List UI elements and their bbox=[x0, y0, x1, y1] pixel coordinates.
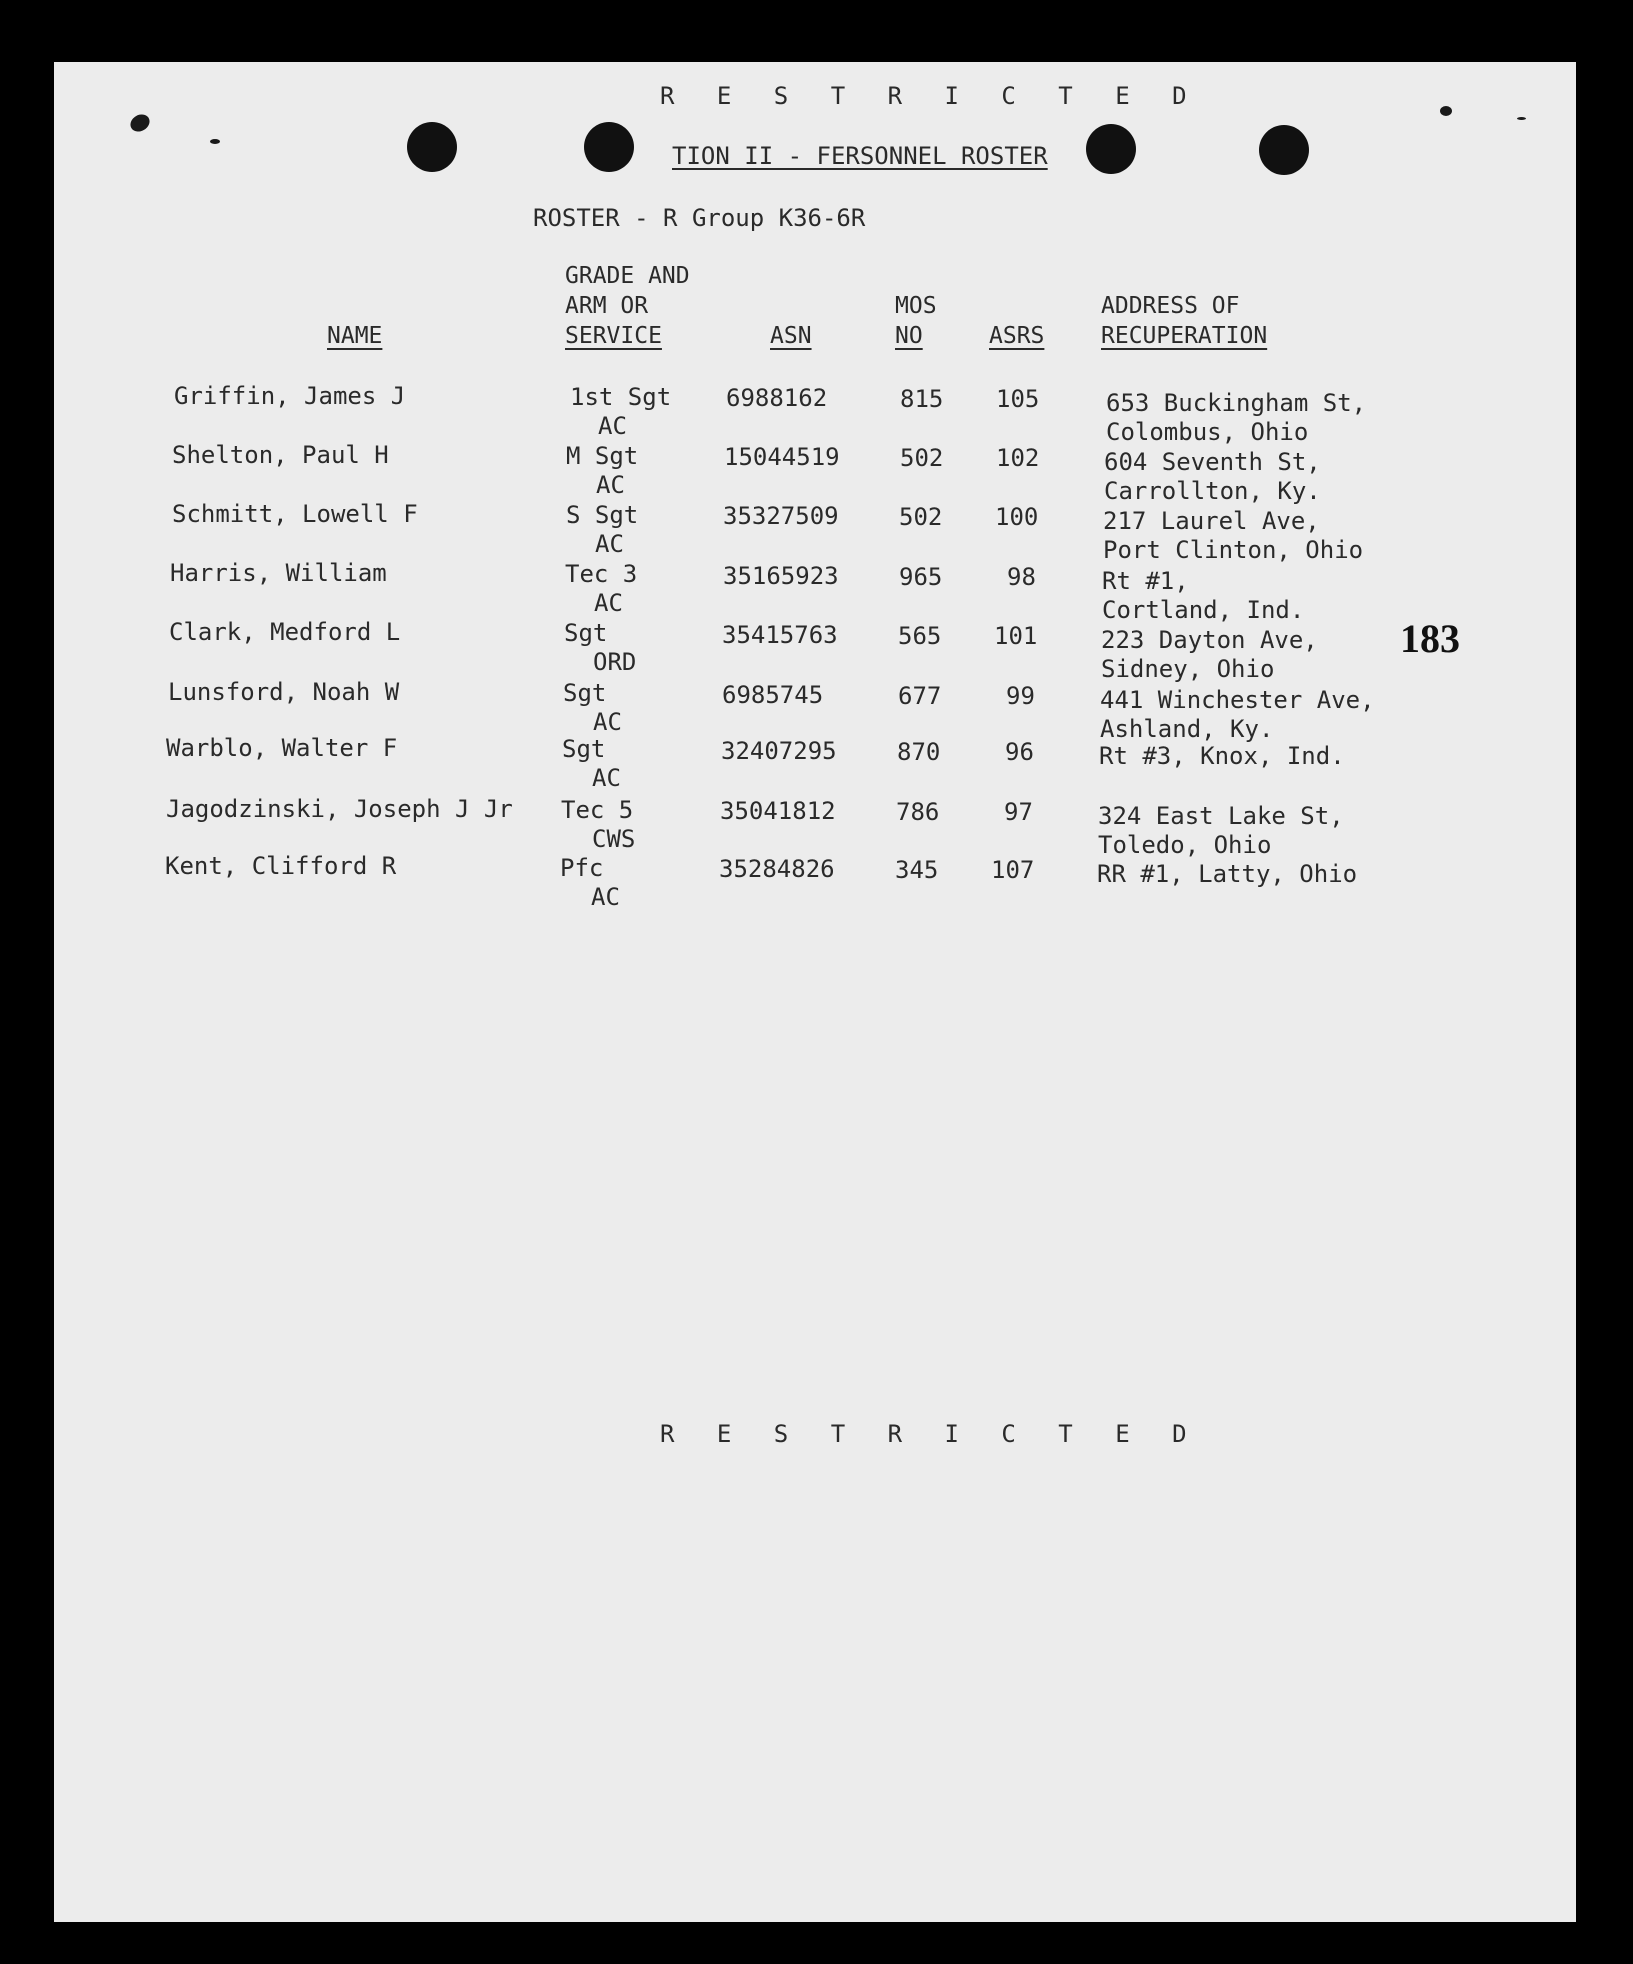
row-address-line2: Colombus, Ohio bbox=[1106, 418, 1309, 446]
row-mos: 502 bbox=[899, 503, 943, 531]
ink-speck bbox=[1440, 106, 1452, 116]
row-name: Warblo, Walter F bbox=[166, 734, 398, 762]
row-name: Kent, Clifford R bbox=[165, 852, 397, 880]
row-grade: Pfc bbox=[560, 854, 604, 882]
row-grade: Sgt bbox=[563, 679, 607, 707]
row-address-line2: Sidney, Ohio bbox=[1101, 655, 1275, 683]
row-grade: Sgt bbox=[562, 735, 606, 763]
column-header-mos: MOS NO bbox=[895, 293, 937, 349]
row-asrs: 100 bbox=[995, 503, 1039, 531]
row-arm: AC bbox=[598, 412, 627, 440]
row-name: Clark, Medford L bbox=[169, 618, 401, 646]
row-address-line1: 441 Winchester Ave, bbox=[1100, 686, 1375, 714]
row-mos: 345 bbox=[895, 856, 939, 884]
row-address-line2: Port Clinton, Ohio bbox=[1103, 536, 1364, 564]
row-asn: 35415763 bbox=[722, 621, 838, 649]
row-address-line1: RR #1, Latty, Ohio bbox=[1097, 860, 1358, 888]
row-name: Schmitt, Lowell F bbox=[172, 500, 418, 528]
row-grade: Tec 5 bbox=[561, 796, 634, 824]
row-grade: M Sgt bbox=[566, 442, 639, 470]
row-arm: AC bbox=[592, 764, 621, 792]
row-address-line1: 223 Dayton Ave, bbox=[1101, 626, 1318, 654]
row-asrs: 98 bbox=[1007, 563, 1036, 591]
row-arm: AC bbox=[591, 883, 620, 911]
row-name: Lunsford, Noah W bbox=[168, 678, 400, 706]
row-address-line1: Rt #1, bbox=[1102, 567, 1189, 595]
row-asrs: 101 bbox=[994, 622, 1038, 650]
column-header-grade: GRADE AND ARM OR SERVICE bbox=[565, 263, 690, 349]
row-asrs: 105 bbox=[996, 385, 1040, 413]
ink-speck bbox=[1517, 117, 1526, 120]
row-grade: S Sgt bbox=[566, 501, 639, 529]
ink-speck bbox=[127, 111, 152, 135]
row-address-line2: Toledo, Ohio bbox=[1098, 831, 1272, 859]
row-grade: Tec 3 bbox=[565, 560, 638, 588]
row-address-line2: Cortland, Ind. bbox=[1102, 596, 1305, 624]
row-grade: 1st Sgt bbox=[570, 383, 672, 411]
row-address-line2: Carrollton, Ky. bbox=[1104, 477, 1321, 505]
roster-title: ROSTER - R Group K36-6R bbox=[533, 204, 866, 232]
document-page bbox=[54, 62, 1576, 1922]
row-name: Jagodzinski, Joseph J Jr bbox=[166, 795, 513, 823]
column-header-asn: ASN bbox=[770, 323, 812, 349]
row-address-line1: 604 Seventh St, bbox=[1104, 448, 1321, 476]
row-arm: AC bbox=[596, 471, 625, 499]
row-asn: 15044519 bbox=[724, 443, 840, 471]
row-mos: 502 bbox=[900, 444, 944, 472]
row-asrs: 96 bbox=[1005, 738, 1034, 766]
top-restricted-stamp: R E S T R I C T E D bbox=[660, 82, 1201, 110]
row-address-line1: Rt #3, Knox, Ind. bbox=[1099, 742, 1345, 770]
row-asrs: 97 bbox=[1004, 798, 1033, 826]
row-arm: AC bbox=[594, 589, 623, 617]
row-asn: 35041812 bbox=[720, 797, 836, 825]
column-header-address: ADDRESS OF RECUPERATION bbox=[1101, 293, 1268, 349]
row-address-line1: 217 Laurel Ave, bbox=[1103, 507, 1320, 535]
row-address-line2: Ashland, Ky. bbox=[1100, 715, 1274, 743]
row-asn: 35165923 bbox=[723, 562, 839, 590]
ink-speck bbox=[210, 139, 220, 144]
row-arm: ORD bbox=[593, 648, 637, 676]
row-asrs: 107 bbox=[991, 856, 1035, 884]
row-asrs: 99 bbox=[1006, 682, 1035, 710]
row-mos: 565 bbox=[898, 622, 942, 650]
page-number: 183 bbox=[1400, 616, 1460, 661]
row-mos: 786 bbox=[896, 798, 940, 826]
row-asrs: 102 bbox=[996, 444, 1040, 472]
punch-hole bbox=[407, 122, 457, 172]
row-mos: 677 bbox=[898, 682, 942, 710]
punch-hole bbox=[1259, 125, 1309, 175]
row-asn: 35327509 bbox=[723, 502, 839, 530]
row-mos: 815 bbox=[900, 385, 944, 413]
column-header-asrs: ASRS bbox=[989, 323, 1045, 349]
bottom-restricted-stamp: R E S T R I C T E D bbox=[660, 1420, 1201, 1448]
punch-hole bbox=[584, 122, 634, 172]
row-arm: AC bbox=[593, 708, 622, 736]
row-address-line1: 653 Buckingham St, bbox=[1106, 389, 1367, 417]
row-asn: 6985745 bbox=[722, 681, 824, 709]
row-mos: 965 bbox=[899, 563, 943, 591]
punch-hole bbox=[1086, 124, 1136, 174]
row-arm: CWS bbox=[592, 825, 636, 853]
section-title: TION II - FERSONNEL ROSTER bbox=[672, 142, 1048, 170]
row-asn: 6988162 bbox=[726, 384, 828, 412]
row-mos: 870 bbox=[897, 738, 941, 766]
row-grade: Sgt bbox=[564, 619, 608, 647]
row-name: Shelton, Paul H bbox=[172, 441, 389, 469]
row-asn: 32407295 bbox=[721, 737, 837, 765]
row-name: Griffin, James J bbox=[174, 382, 406, 410]
row-name: Harris, William bbox=[170, 559, 387, 587]
row-asn: 35284826 bbox=[719, 855, 835, 883]
row-address-line1: 324 East Lake St, bbox=[1098, 802, 1344, 830]
column-header-name: NAME bbox=[327, 323, 383, 349]
row-arm: AC bbox=[595, 530, 624, 558]
